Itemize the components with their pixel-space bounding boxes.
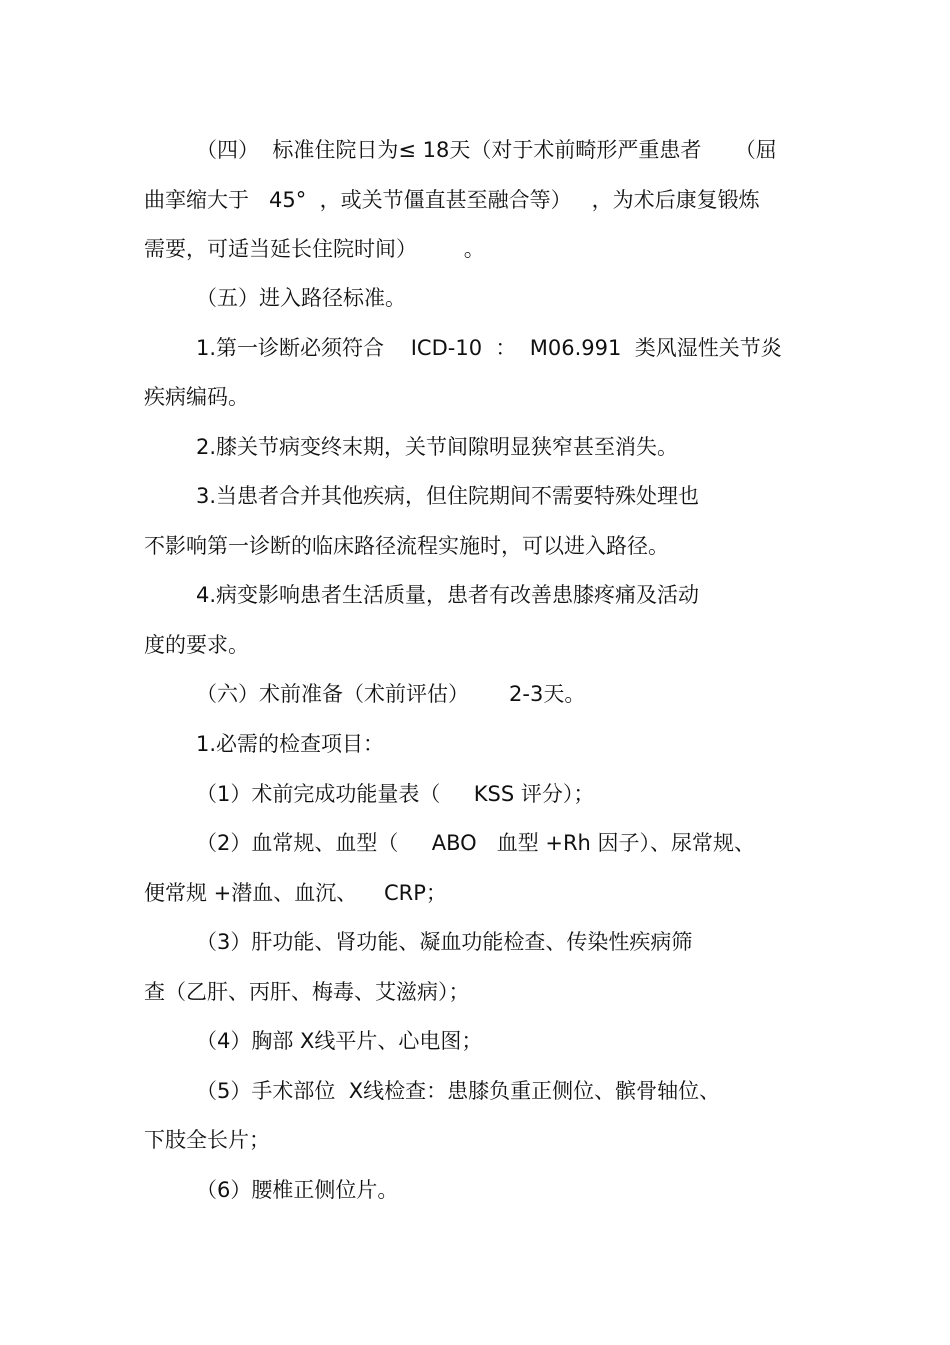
text-line-11: 度的要求。 — [144, 633, 249, 657]
text-line-17: （3）肝功能、肾功能、凝血功能检查、传染性疾病筛 — [196, 930, 693, 954]
text-line-22: （6）腰椎正侧位片。 — [196, 1178, 399, 1202]
text-line-13: 1.必需的检查项目： — [196, 732, 385, 756]
text-line-20: （5）手术部位 X线检查：患膝负重正侧位、髌骨轴位、 — [196, 1079, 721, 1103]
text-line-14: （1）术前完成功能量表（ KSS 评分）； — [196, 782, 595, 806]
text-line-15: （2）血常规、血型（ ABO 血型 +Rh 因子）、尿常规、 — [196, 831, 756, 855]
text-line-07: 2.膝关节病变终末期，关节间隙明显狭窄甚至消失。 — [196, 435, 679, 459]
text-line-05: 1.第一诊断必须符合 ICD-10 ： M06.991 类风湿性关节炎 — [196, 336, 782, 360]
text-line-01: （四） 标准住院日为≤ 18天（对于术前畸形严重患者 （屈 — [196, 138, 777, 162]
text-line-04: （五）进入路径标准。 — [196, 286, 406, 310]
text-line-09: 不影响第一诊断的临床路径流程实施时，可以进入路径。 — [144, 534, 669, 558]
text-line-08: 3.当患者合并其他疾病，但住院期间不需要特殊处理也 — [196, 484, 700, 508]
text-line-18: 查（乙肝、丙肝、梅毒、艾滋病）； — [144, 980, 470, 1004]
text-line-12: （六）术前准备（术前评估） 2-3天。 — [196, 682, 586, 706]
text-line-06: 疾病编码。 — [144, 385, 249, 409]
text-line-03: 需要，可适当延长住院时间） 。 — [144, 237, 485, 261]
text-line-10: 4.病变影响患者生活质量，患者有改善患膝疼痛及活动 — [196, 583, 700, 607]
text-line-02: 曲挛缩大于 45° ，或关节僵直甚至融合等） ，为术后康复锻炼 — [144, 188, 760, 212]
text-line-21: 下肢全长片； — [144, 1128, 270, 1152]
text-line-16: 便常规 +潜血、血沉、 CRP； — [144, 881, 447, 905]
text-line-19: （4）胸部 X线平片、心电图； — [196, 1029, 483, 1053]
